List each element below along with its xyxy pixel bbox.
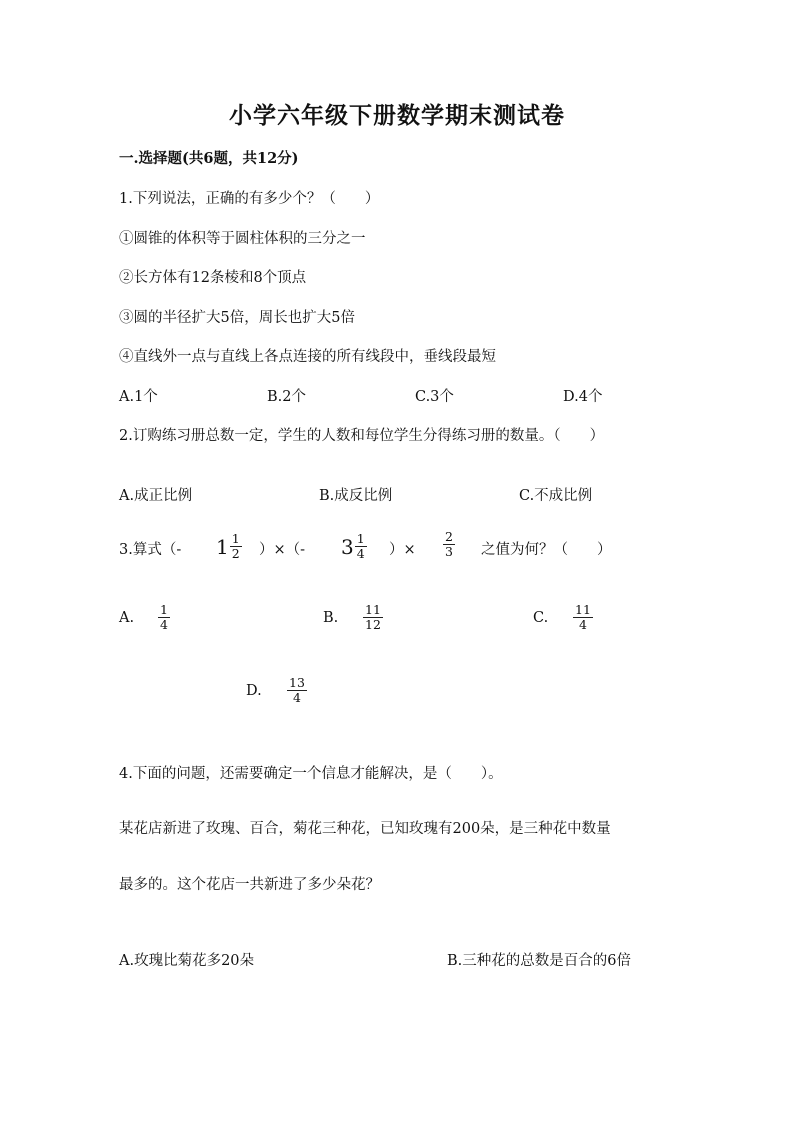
q3-option-c-label[interactable]: C.	[533, 610, 549, 626]
q1-option-d[interactable]: D.4个	[563, 389, 603, 405]
q4-text-line-2: 最多的。这个花店一共新进了多少朵花？	[119, 877, 380, 893]
q4-stem: 4.下面的问题，还需要确定一个信息才能解决，是（ ）。	[119, 766, 503, 782]
q3-mixed-number-1: 1 $\frac{1}{2}$	[216, 531, 240, 562]
q3-option-d-fraction[interactable]: $\frac{13}{4}$	[289, 675, 305, 706]
q1-stem: 1.下列说法，正确的有多少个？（ ）	[119, 191, 380, 207]
q1-option-b[interactable]: B.2个	[267, 389, 306, 405]
q1-statement-1: ①圆锥的体积等于圆柱体积的三分之一	[119, 231, 366, 247]
q3-prefix: 3.算式（-	[119, 542, 182, 558]
q3-mixed-number-2: 3 $\frac{1}{4}$	[341, 531, 365, 562]
q1-statement-3: ③圆的半径扩大5倍，周长也扩大5倍	[119, 310, 355, 326]
page-title: 小学六年级下册数学期末测试卷	[229, 102, 565, 129]
q3-mid-1: ）×（-	[259, 542, 306, 558]
q3-fraction: $\frac{2}{3}$	[445, 529, 453, 560]
q3-option-d-label[interactable]: D.	[246, 683, 262, 699]
q2-option-c[interactable]: C.不成比例	[519, 488, 593, 504]
q1-option-a[interactable]: A.1个	[119, 389, 158, 405]
q1-statement-4: ④直线外一点与直线上各点连接的所有线段中，垂线段最短	[119, 349, 496, 365]
q4-text-line-1: 某花店新进了玫瑰、百合，菊花三种花，已知玫瑰有200朵，是三种花中数量	[119, 821, 611, 837]
q3-option-b-fraction[interactable]: $\frac{11}{12}$	[365, 602, 381, 633]
q1-option-c[interactable]: C.3个	[415, 389, 454, 405]
q3-option-a-fraction[interactable]: $\frac{1}{4}$	[160, 602, 168, 633]
q3-mid-2: ）×	[389, 542, 416, 558]
q3-option-b-label[interactable]: B.	[323, 610, 339, 626]
q2-option-b[interactable]: B.成反比例	[319, 488, 393, 504]
q3-option-c-fraction[interactable]: $\frac{11}{4}$	[575, 602, 591, 633]
q2-stem: 2.订购练习册总数一定，学生的人数和每位学生分得练习册的数量。（ ）	[119, 428, 605, 444]
q1-statement-2: ②长方体有12条棱和8个顶点	[119, 270, 307, 286]
q3-option-a-label[interactable]: A.	[119, 610, 135, 626]
q4-option-b[interactable]: B.三种花的总数是百合的6倍	[447, 953, 631, 969]
q4-option-a[interactable]: A.玫瑰比菊花多20朵	[119, 953, 255, 969]
q3-suffix: 之值为何？（ ）	[481, 542, 612, 558]
section-heading: 一.选择题(共6题，共12分)	[119, 150, 299, 167]
q2-option-a[interactable]: A.成正比例	[119, 488, 193, 504]
